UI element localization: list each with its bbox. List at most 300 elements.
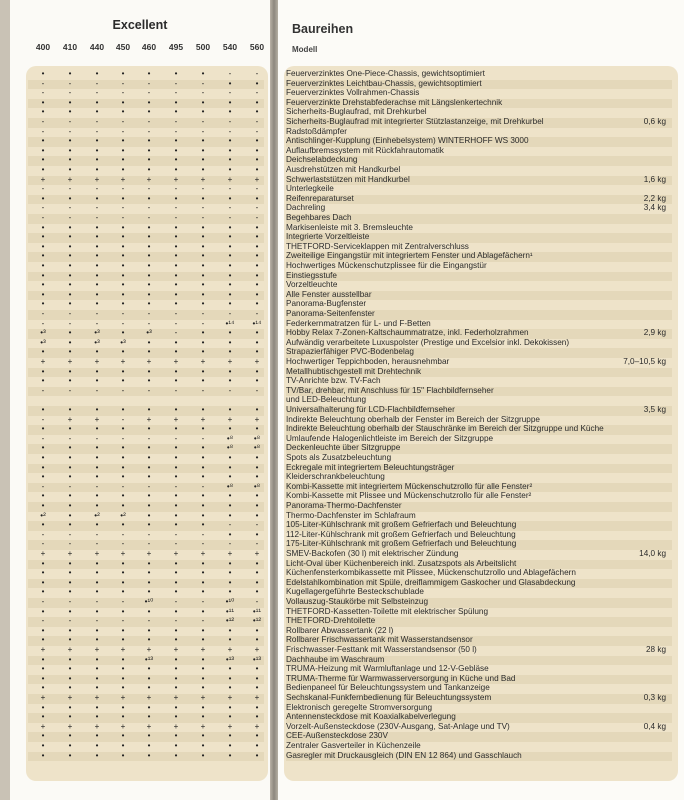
availability-mark: - (174, 529, 178, 539)
column-label: Modell (292, 45, 318, 54)
availability-mark: - (147, 126, 151, 136)
availability-mark: • (255, 405, 259, 414)
feature-label: SMEV-Backofen (30 l) mit elektrischer Zündung (286, 549, 459, 558)
availability-mark: - (147, 184, 151, 194)
availability-mark: • (68, 424, 72, 434)
availability-mark: • (147, 155, 151, 165)
availability-mark: • (201, 635, 205, 645)
feature-label: Bedienpaneel für Beleuchtungssystem und Tankanzeige (286, 683, 490, 693)
availability-mark: • (255, 145, 259, 155)
availability-mark: - (41, 126, 45, 136)
availability-mark: • (147, 347, 151, 357)
availability-mark: - (228, 213, 232, 222)
availability-mark: • (255, 462, 259, 472)
availability-mark: • (147, 510, 151, 520)
availability-mark: • (41, 673, 45, 683)
availability-mark: • (228, 453, 232, 462)
availability-mark: • (147, 558, 151, 568)
availability-mark: + (227, 414, 233, 424)
availability-mark: - (121, 385, 125, 395)
availability-mark: - (228, 184, 232, 194)
availability-mark: • (147, 577, 151, 587)
availability-mark: + (146, 414, 152, 424)
availability-mark: - (201, 433, 205, 443)
availability-mark: - (201, 318, 205, 328)
feature-label: TRUMA-Therme für Warmwasserversorgung in Küche und Bad (286, 673, 516, 683)
feature-label: Kleiderschrankbeleuchtung (286, 472, 385, 482)
availability-mark: • (41, 577, 45, 587)
availability-mark: • (121, 625, 125, 635)
availability-mark: • (41, 299, 45, 309)
availability-mark: - (68, 481, 72, 491)
availability-mark: + (173, 414, 179, 424)
availability-mark: • (201, 587, 205, 597)
feature-label: Vollauszug-Staukörbe mit Selbsteinzug (286, 597, 428, 606)
availability-mark: + (94, 174, 100, 184)
availability-mark: • (121, 376, 125, 386)
availability-mark: • (147, 625, 151, 635)
availability-mark: • (41, 405, 45, 414)
feature-label: Eckregale mit integriertem Beleuchtungsträger (286, 462, 455, 472)
availability-mark: • (228, 347, 232, 357)
availability-mark: • (95, 587, 99, 597)
availability-mark: • (121, 558, 125, 568)
availability-mark: - (68, 78, 72, 88)
availability-mark: • (255, 731, 259, 741)
availability-mark: • (201, 107, 205, 117)
feature-label: Auflaufbremssystem mit Rückfahrautomatik (286, 145, 444, 155)
availability-mark: • (41, 424, 45, 434)
availability-mark: • (228, 741, 232, 750)
availability-mark: • (228, 635, 232, 645)
availability-mark: + (40, 645, 46, 654)
availability-mark: •³ (40, 337, 46, 347)
availability-mark: • (174, 97, 178, 107)
feature-label: 175-Liter-Kühlschrank mit großem Gefrierfach und Beleuchtung (286, 539, 517, 549)
availability-mark: • (95, 289, 99, 299)
availability-mark: - (147, 309, 151, 318)
availability-mark: • (174, 750, 178, 760)
availability-mark: •¹⁴ (225, 318, 235, 328)
availability-mark: - (121, 203, 125, 213)
availability-mark: • (68, 443, 72, 453)
availability-mark: - (121, 529, 125, 539)
availability-mark: • (147, 453, 151, 462)
availability-mark: - (255, 69, 259, 78)
availability-mark: + (94, 414, 100, 424)
availability-mark: + (254, 174, 260, 184)
availability-mark: • (255, 78, 259, 88)
availability-mark: • (174, 520, 178, 530)
availability-mark: • (201, 347, 205, 357)
availability-mark: - (95, 318, 99, 328)
availability-mark: - (174, 78, 178, 88)
availability-mark: • (147, 424, 151, 434)
availability-mark: • (201, 750, 205, 760)
availability-mark: - (41, 539, 45, 549)
availability-mark: •³ (40, 328, 46, 338)
availability-mark: • (201, 472, 205, 482)
availability-mark: • (201, 683, 205, 693)
availability-mark: - (68, 184, 72, 194)
availability-mark: • (68, 145, 72, 155)
feature-label: Zweiteilige Eingangstür mit integriertem Fenster und Ablagefächern¹ (286, 251, 533, 261)
availability-mark: • (41, 491, 45, 501)
availability-mark: • (41, 155, 45, 165)
availability-mark: • (41, 625, 45, 635)
availability-mark: • (68, 501, 72, 510)
availability-mark: • (41, 193, 45, 203)
availability-mark: • (174, 107, 178, 117)
availability-mark: • (68, 510, 72, 520)
availability-mark: • (174, 741, 178, 750)
availability-mark: • (174, 289, 178, 299)
availability-mark: • (68, 731, 72, 741)
availability-mark: • (95, 232, 99, 242)
availability-mark: - (201, 481, 205, 491)
availability-mark: • (147, 280, 151, 290)
availability-mark: • (95, 462, 99, 472)
feature-label: Einstiegsstufe (286, 270, 337, 280)
availability-mark: • (68, 472, 72, 482)
availability-mark: - (68, 203, 72, 213)
availability-mark: • (95, 270, 99, 280)
feature-label: und LED-Beleuchtung (286, 395, 367, 405)
availability-mark: - (228, 520, 232, 530)
availability-mark: • (95, 501, 99, 510)
availability-mark: - (41, 184, 45, 194)
availability-mark: • (41, 453, 45, 462)
feature-label: Indirekte Beleuchtung oberhalb der Fenster im Bereich der Sitzgruppe (286, 414, 540, 424)
availability-mark: • (68, 136, 72, 146)
availability-mark: + (200, 549, 206, 558)
feature-label: Dachhaube im Waschraum (286, 654, 385, 664)
availability-mark: + (120, 357, 126, 366)
availability-mark: • (68, 664, 72, 674)
availability-mark: • (147, 337, 151, 347)
availability-mark: - (228, 203, 232, 213)
availability-mark: - (201, 203, 205, 213)
availability-mark: • (255, 472, 259, 482)
availability-mark: + (146, 174, 152, 184)
availability-mark: + (227, 357, 233, 366)
availability-mark: • (41, 222, 45, 232)
availability-mark: • (147, 232, 151, 242)
availability-mark: • (255, 491, 259, 501)
availability-mark: • (121, 289, 125, 299)
availability-mark: • (228, 472, 232, 482)
availability-mark: • (255, 673, 259, 683)
availability-mark: • (41, 366, 45, 376)
feature-label: TV-Anrichte bzw. TV-Fach (286, 376, 381, 386)
availability-mark: + (120, 549, 126, 558)
availability-mark: • (147, 491, 151, 501)
availability-mark: • (147, 222, 151, 232)
feature-label: Feuerverzinktes One-Piece-Chassis, gewichtsoptimiert (286, 69, 485, 78)
availability-mark: • (255, 625, 259, 635)
availability-mark: • (121, 491, 125, 501)
matrix-row (28, 387, 264, 397)
availability-mark: •⁸ (226, 443, 234, 453)
availability-mark: + (40, 357, 46, 366)
availability-mark: - (147, 529, 151, 539)
availability-mark: • (255, 270, 259, 280)
availability-mark: + (94, 645, 100, 654)
availability-mark: - (174, 328, 178, 338)
availability-mark: - (174, 597, 178, 606)
availability-mark: • (41, 165, 45, 174)
availability-mark: - (228, 88, 232, 98)
feature-label: Deckenleuchte über Sitzgruppe (286, 443, 401, 453)
matrix-row (28, 752, 264, 762)
availability-mark: • (174, 577, 178, 587)
availability-mark: • (228, 107, 232, 117)
availability-mark: - (147, 481, 151, 491)
feature-row (286, 176, 672, 186)
availability-mark: • (68, 347, 72, 357)
availability-mark: • (41, 289, 45, 299)
feature-label: Feuerverzinktes Leichtbau-Chassis, gewichtsoptimiert (286, 78, 482, 88)
feature-weight: 0,6 kg (643, 117, 666, 126)
availability-mark: - (174, 481, 178, 491)
availability-mark: • (95, 654, 99, 664)
availability-mark: - (201, 529, 205, 539)
feature-row (286, 262, 672, 272)
availability-mark: • (201, 193, 205, 203)
availability-mark: - (201, 78, 205, 88)
availability-mark: • (147, 520, 151, 530)
availability-mark: • (121, 568, 125, 578)
availability-mark: + (173, 721, 179, 731)
feature-label: Ausdrehstützen mit Handkurbel (286, 165, 401, 174)
availability-mark: - (41, 433, 45, 443)
availability-mark: •³ (94, 337, 100, 347)
availability-mark: • (228, 78, 232, 88)
availability-mark: • (95, 472, 99, 482)
availability-mark: - (201, 597, 205, 606)
availability-mark: + (120, 174, 126, 184)
availability-mark: • (121, 683, 125, 693)
availability-mark: • (41, 261, 45, 270)
availability-mark: • (201, 328, 205, 338)
availability-mark: • (228, 261, 232, 270)
availability-mark: • (121, 750, 125, 760)
availability-mark: • (174, 443, 178, 453)
availability-mark: • (228, 405, 232, 414)
availability-mark: - (147, 78, 151, 88)
availability-mark: • (174, 712, 178, 722)
availability-mark: • (95, 664, 99, 674)
availability-mark: - (255, 520, 259, 530)
availability-mark: • (255, 702, 259, 712)
availability-mark: • (174, 366, 178, 376)
feature-label: Antennensteckdose mit Koaxialkabelverlegung (286, 712, 456, 722)
availability-mark: • (174, 702, 178, 712)
availability-mark: + (227, 549, 233, 558)
feature-label: Spots als Zusatzbeleuchtung (286, 453, 392, 462)
availability-mark: + (200, 693, 206, 702)
availability-mark: • (41, 347, 45, 357)
availability-mark: •¹² (252, 616, 262, 626)
availability-mark: • (228, 731, 232, 741)
availability-mark: • (228, 193, 232, 203)
availability-mark: • (95, 520, 99, 530)
availability-mark: •¹² (225, 616, 235, 626)
availability-mark: • (174, 664, 178, 674)
availability-mark: • (95, 376, 99, 386)
availability-mark: - (147, 539, 151, 549)
availability-mark: - (147, 616, 151, 626)
availability-mark: •² (120, 510, 126, 520)
availability-mark: • (255, 501, 259, 510)
availability-mark: • (121, 97, 125, 107)
feature-label: Edelstahlkombination mit Spüle, dreiflammigem Gaskocher und Glasabdeckung (286, 577, 576, 587)
availability-mark: - (95, 78, 99, 88)
availability-mark: • (228, 712, 232, 722)
availability-mark: + (146, 549, 152, 558)
feature-label: Kombi-Kassette mit Plissee und Mückenschutzrollo für alle Fenster² (286, 491, 532, 501)
availability-mark: + (40, 721, 46, 731)
availability-mark: •³ (94, 328, 100, 338)
availability-mark: • (68, 683, 72, 693)
availability-mark: + (120, 693, 126, 702)
availability-mark: • (255, 750, 259, 760)
availability-mark: • (201, 232, 205, 242)
availability-mark: - (147, 433, 151, 443)
availability-mark: - (255, 117, 259, 126)
availability-mark: •² (40, 510, 46, 520)
feature-label: Küchenfensterkombikassette mit Plissee, Mückenschutzrollo und Ablagefächern (286, 568, 576, 578)
feature-label: Feuerverzinktes Vollrahmen-Chassis (286, 88, 420, 98)
feature-label: THETFORD-Kassetten-Toilette mit elektrischer Spülung (286, 606, 489, 616)
availability-mark: • (174, 606, 178, 616)
availability-mark: • (228, 232, 232, 242)
feature-label: Universalhalterung für LCD-Flachbildfernseher (286, 405, 455, 414)
model-header-560: 560 (249, 42, 265, 52)
availability-mark: • (201, 654, 205, 664)
availability-mark: • (228, 683, 232, 693)
availability-mark: • (147, 376, 151, 386)
availability-mark: - (41, 414, 45, 424)
availability-mark: • (174, 155, 178, 165)
availability-mark: • (228, 328, 232, 338)
availability-mark: • (201, 453, 205, 462)
availability-mark: - (68, 385, 72, 395)
feature-label: CEE-Außensteckdose 230V (286, 731, 388, 741)
availability-mark: • (228, 673, 232, 683)
availability-mark: + (94, 693, 100, 702)
availability-mark: • (41, 270, 45, 280)
availability-mark: • (255, 193, 259, 203)
feature-label: Metallhubtischgestell mit Drehtechnik (286, 366, 422, 376)
availability-mark: - (255, 597, 259, 606)
availability-mark: • (95, 558, 99, 568)
availability-mark: • (174, 405, 178, 414)
feature-label: Markisenleiste mit 3. Bremsleuchte (286, 222, 413, 232)
feature-label: Antischlinger-Kupplung (Einhebelsystem) WINTERHOFF WS 3000 (286, 136, 529, 146)
availability-mark: • (174, 165, 178, 174)
feature-label: Rollbarer Abwassertank (22 l) (286, 625, 394, 635)
availability-mark: - (95, 126, 99, 136)
availability-mark: - (95, 203, 99, 213)
availability-mark: + (146, 357, 152, 366)
availability-mark: + (67, 645, 73, 654)
availability-mark: • (68, 741, 72, 750)
availability-mark: - (121, 597, 125, 606)
availability-mark: • (68, 299, 72, 309)
availability-mark: • (201, 405, 205, 414)
availability-mark: • (255, 155, 259, 165)
availability-mark: • (201, 741, 205, 750)
availability-mark: • (174, 510, 178, 520)
availability-mark: • (201, 145, 205, 155)
availability-mark: • (201, 270, 205, 280)
availability-mark: + (254, 549, 260, 558)
availability-mark: + (94, 549, 100, 558)
availability-mark: • (201, 673, 205, 683)
availability-mark: - (41, 117, 45, 126)
availability-mark: •⁸ (226, 433, 234, 443)
availability-mark: • (41, 241, 45, 251)
availability-mark: • (174, 673, 178, 683)
availability-mark: + (227, 693, 233, 702)
availability-mark: • (95, 683, 99, 693)
availability-mark: • (68, 491, 72, 501)
availability-mark: • (95, 251, 99, 261)
availability-mark: • (228, 136, 232, 146)
feature-label: Rollbarer Frischwassertank mit Wasserstandsensor (286, 635, 473, 645)
availability-mark: • (174, 337, 178, 347)
feature-label: Unterlegkeile (286, 184, 334, 194)
availability-mark: • (174, 424, 178, 434)
availability-mark: - (95, 88, 99, 98)
availability-mark: + (67, 357, 73, 366)
availability-mark: • (121, 299, 125, 309)
availability-mark: • (201, 299, 205, 309)
availability-mark: • (68, 625, 72, 635)
availability-mark: •² (94, 510, 100, 520)
availability-mark: + (94, 357, 100, 366)
availability-mark: • (255, 683, 259, 693)
availability-mark: • (68, 376, 72, 386)
availability-mark: • (41, 376, 45, 386)
availability-mark: • (68, 405, 72, 414)
availability-mark: + (227, 721, 233, 731)
availability-mark: - (201, 539, 205, 549)
availability-mark: - (121, 539, 125, 549)
feature-label: Panorama-Thermo-Dachfenster (286, 501, 402, 510)
availability-mark: • (228, 251, 232, 261)
availability-mark: • (147, 261, 151, 270)
availability-mark: • (255, 366, 259, 376)
availability-mark: + (254, 645, 260, 654)
availability-mark: • (147, 673, 151, 683)
availability-mark: • (68, 712, 72, 722)
availability-mark: • (255, 337, 259, 347)
availability-mark: •¹³ (144, 654, 154, 664)
availability-mark: • (41, 635, 45, 645)
availability-mark: - (201, 88, 205, 98)
model-header-460: 460 (141, 42, 157, 52)
feature-label: Radstoßdämpfer (286, 126, 347, 136)
feature-list (286, 70, 672, 778)
availability-mark: - (121, 414, 125, 424)
feature-weight: 14,0 kg (639, 549, 666, 558)
availability-mark: • (121, 328, 125, 338)
availability-mark: - (95, 184, 99, 194)
feature-weight: 1,6 kg (643, 174, 666, 184)
availability-mark: • (121, 606, 125, 616)
